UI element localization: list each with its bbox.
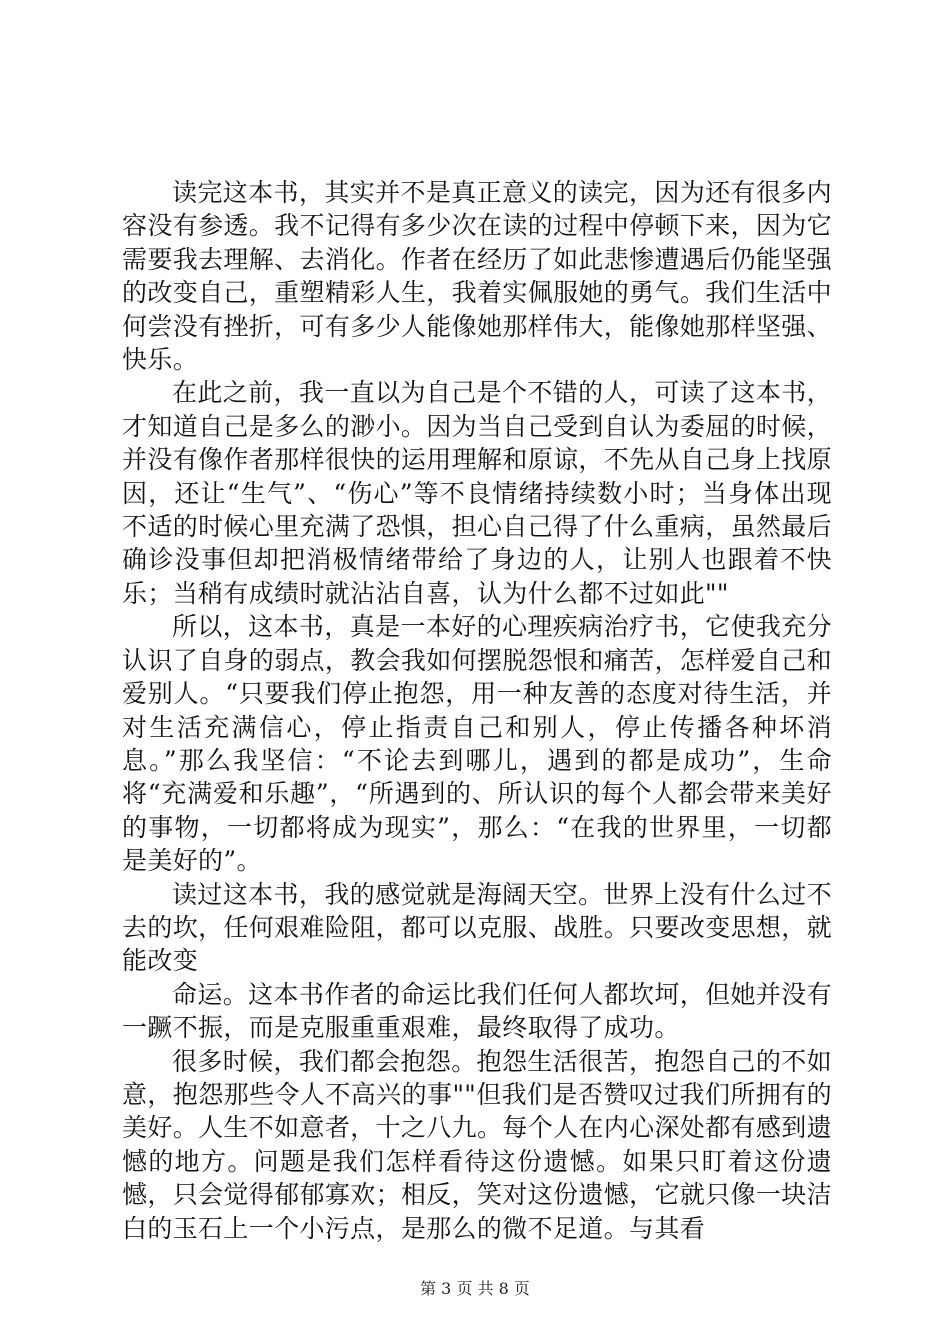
page-footer: 第 3 页 共 8 页	[420, 1279, 530, 1298]
paragraph: 读过这本书，我的感觉就是海阔天空。世界上没有什么过不去的坎，任何艰难险阻，都可以克服、战胜。只要改变思想，就能改变	[122, 879, 832, 976]
paragraph: 读完这本书，其实并不是真正意义的读完，因为还有很多内容没有参透。我不记得有多少次在读的过程中停顿下来，因为它需要我去理解、去消化。作者在经历了如此悲惨遭遇后仍能坚强的改变自己，重塑精彩人生，我着实佩服她的勇气。我们生活中何尝没有挫折，可有多少人能像她那样伟大，能像她那样坚强、快乐。	[122, 178, 832, 375]
paragraph: 在此之前，我一直以为自己是个不错的人，可读了这本书，才知道自己是多么的渺小。因为当自己受到自认为委屈的时候，并没有像作者那样很快的运用理解和原谅，不先从自己身上找原因，还让“生气”、“伤心”等不良情绪持续数小时；当身体出现不适的时候心里充满了恐惧，担心自己得了什么重病，虽然最后确诊没事但却把消极情绪带给了身边的人，让别人也跟着不快乐；当稍有成绩时就沾沾自喜，认为什么都不过如此""	[122, 378, 832, 608]
paragraph: 命运。这本书作者的命运比我们任何人都坎坷，但她并没有一蹶不振，而是克服重重艰难，最终取得了成功。	[122, 979, 832, 1043]
paragraph: 很多时候，我们都会抱怨。抱怨生活很苦，抱怨自己的不如意，抱怨那些令人不高兴的事""但我们是否赞叹过我们所拥有的美好。人生不如意者，十之八九。每个人在内心深处都有感到遗憾的地方。问题是我们怎样看待这份遗憾。如果只盯着这份遗憾，只会觉得郁郁寡欢；相反，笑对这份遗憾，它就只像一块洁白的玉石上一个小污点，是那么的微不足道。与其看	[122, 1046, 832, 1243]
paragraph: 所以，这本书，真是一本好的心理疾病治疗书，它使我充分认识了自身的弱点，教会我如何摆脱怨恨和痛苦，怎样爱自己和爱别人。“只要我们停止抱怨，用一种友善的态度对待生活，并对生活充满信心，停止指责自己和别人，停止传播各种坏消息。”那么我坚信：“不论去到哪儿，遇到的都是成功”，生命将“充满爱和乐趣”，“所遇到的、所认识的每个人都会带来美好的事物，一切都将成为现实”，那么：“在我的世界里，一切都是美好的”。	[122, 612, 832, 876]
document-body	[122, 176, 832, 1245]
